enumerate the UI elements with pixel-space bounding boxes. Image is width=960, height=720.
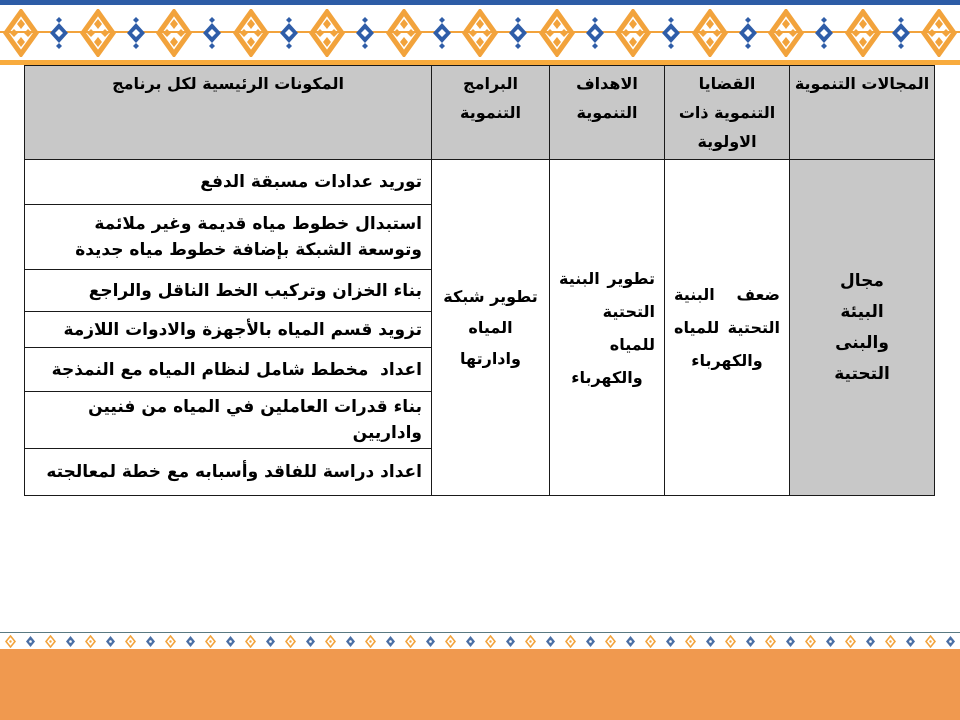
cell-development-program: تطوير شبكة المياه وادارتها [432, 160, 550, 496]
ornament-mini-diamond-blue-icon [105, 635, 116, 648]
ornament-mini-diamond-blue-icon [705, 635, 716, 648]
header-cell-programs: البرامج التنموية [432, 66, 550, 160]
ornament-mini-diamond-orange-icon [765, 635, 776, 648]
ornament-mini-diamond-blue-icon [785, 635, 796, 648]
ornament-mini-diamond-orange-icon [565, 635, 576, 648]
ornament-diamond-large-icon [462, 9, 498, 57]
bottom-decorative-border [0, 632, 960, 649]
ornament-mini-diamond-orange-icon [725, 635, 736, 648]
ornament-mini-diamond-blue-icon [825, 635, 836, 648]
ornament-diamond-small-icon [735, 16, 761, 50]
ornament-mini-diamond-blue-icon [425, 635, 436, 648]
ornament-mini-diamond-blue-icon [865, 635, 876, 648]
ornament-mini-diamond-orange-icon [485, 635, 496, 648]
ornament-diamond-large-icon [692, 9, 728, 57]
ornament-diamond-large-icon [3, 9, 39, 57]
table-header-row [25, 66, 935, 160]
ornament-mini-diamond-blue-icon [625, 635, 636, 648]
ornament-diamond-small-icon [276, 16, 302, 50]
ornament-mini-diamond-blue-icon [185, 635, 196, 648]
ornament-mini-diamond-blue-icon [385, 635, 396, 648]
ornament-mini-diamond-orange-icon [125, 635, 136, 648]
ornament-mini-diamond-blue-icon [945, 635, 956, 648]
ornament-diamond-small-icon [582, 16, 608, 50]
ornament-mini-diamond-blue-icon [665, 635, 676, 648]
ornament-mini-diamond-orange-icon [365, 635, 376, 648]
ornament-mini-diamond-blue-icon [265, 635, 276, 648]
header-cell-issues: القضايا التنموية ذات الاولوية [665, 66, 790, 160]
ornament-mini-diamond-blue-icon [585, 635, 596, 648]
ornament-diamond-large-icon [309, 9, 345, 57]
ornament-mini-diamond-blue-icon [465, 635, 476, 648]
cell-component-3: بناء الخزان وتركيب الخط الناقل والراجع [25, 270, 432, 312]
ornament-mini-diamond-blue-icon [505, 635, 516, 648]
area-text: مجال البيئة والبنى التحتية [834, 270, 890, 384]
ornament-mini-diamond-orange-icon [205, 635, 216, 648]
ornament-mini-diamond-orange-icon [5, 635, 16, 648]
ornament-diamond-large-icon [233, 9, 269, 57]
ornament-mini-diamond-orange-icon [925, 635, 936, 648]
cell-component-5: اعداد مخطط شامل لنظام المياه مع النمذجة [25, 348, 432, 392]
ornament-diamond-small-icon [811, 16, 837, 50]
ornament-diamond-small-icon [199, 16, 225, 50]
ornament-mini-diamond-blue-icon [905, 635, 916, 648]
ornament-diamond-large-icon [921, 9, 957, 57]
ornament-mini-diamond-blue-icon [145, 635, 156, 648]
ornament-diamond-small-icon [888, 16, 914, 50]
ornament-diamond-large-icon [768, 9, 804, 57]
cell-component-7: اعداد دراسة للفاقد وأسبابه مع خطة لمعالجته [25, 449, 432, 496]
ornament-mini-diamond-orange-icon [165, 635, 176, 648]
ornament-mini-diamond-orange-icon [285, 635, 296, 648]
ornament-mini-diamond-blue-icon [345, 635, 356, 648]
ornament-mini-diamond-orange-icon [85, 635, 96, 648]
cell-priority-issue: ضعف البنية التحتية للمياه والكهرباء [665, 160, 790, 496]
ornament-mini-diamond-orange-icon [445, 635, 456, 648]
ornament-diamond-small-icon [46, 16, 72, 50]
ornament-mini-diamond-orange-icon [845, 635, 856, 648]
ornament-diamond-large-icon [845, 9, 881, 57]
ornament-mini-diamond-blue-icon [65, 635, 76, 648]
ornament-diamond-small-icon [123, 16, 149, 50]
ornament-mini-diamond-blue-icon [225, 635, 236, 648]
ornament-diamond-small-icon [658, 16, 684, 50]
ornament-mini-diamond-orange-icon [645, 635, 656, 648]
ornament-mini-diamond-orange-icon [685, 635, 696, 648]
ornament-mini-diamond-blue-icon [25, 635, 36, 648]
header-cell-goals: الاهداف التنموية [550, 66, 665, 160]
ornament-mini-diamond-orange-icon [405, 635, 416, 648]
header-cell-components: المكونات الرئيسية لكل برنامج [25, 66, 432, 160]
cell-development-goal: تطوير البنية التحتية للمياه والكهرباء [550, 160, 665, 496]
cell-development-area [790, 160, 935, 496]
ornament-mini-diamond-orange-icon [805, 635, 816, 648]
ornament-mini-diamond-orange-icon [245, 635, 256, 648]
ornament-diamond-large-icon [156, 9, 192, 57]
ornament-mini-diamond-orange-icon [885, 635, 896, 648]
ornament-diamond-large-icon [386, 9, 422, 57]
ornament-diamond-small-icon [429, 16, 455, 50]
top-decorative-border [0, 5, 960, 60]
cell-component-2: استبدال خطوط مياه قديمة وغير ملائمة وتوسعة الشبكة بإضافة خطوط مياه جديدة [25, 205, 432, 270]
ornament-mini-diamond-blue-icon [745, 635, 756, 648]
development-matrix-table [24, 65, 935, 496]
ornament-mini-diamond-orange-icon [325, 635, 336, 648]
ornament-mini-diamond-orange-icon [605, 635, 616, 648]
ornament-mini-diamond-orange-icon [525, 635, 536, 648]
ornament-mini-diamond-blue-icon [305, 635, 316, 648]
header-cell-areas: المجالات التنموية [790, 66, 935, 160]
ornament-diamond-small-icon [352, 16, 378, 50]
ornament-mini-diamond-blue-icon [545, 635, 556, 648]
ornament-diamond-large-icon [615, 9, 651, 57]
ornament-diamond-large-icon [80, 9, 116, 57]
table-row [25, 160, 935, 205]
ornament-diamond-small-icon [505, 16, 531, 50]
bottom-orange-band [0, 649, 960, 720]
ornament-mini-diamond-orange-icon [45, 635, 56, 648]
cell-component-1: توريد عدادات مسبقة الدفع [25, 160, 432, 205]
cell-component-4: تزويد قسم المياه بالأجهزة والادوات اللازمة [25, 312, 432, 348]
ornament-diamond-large-icon [539, 9, 575, 57]
cell-component-6: بناء قدرات العاملين في المياه من فنيين واداريين [25, 392, 432, 449]
